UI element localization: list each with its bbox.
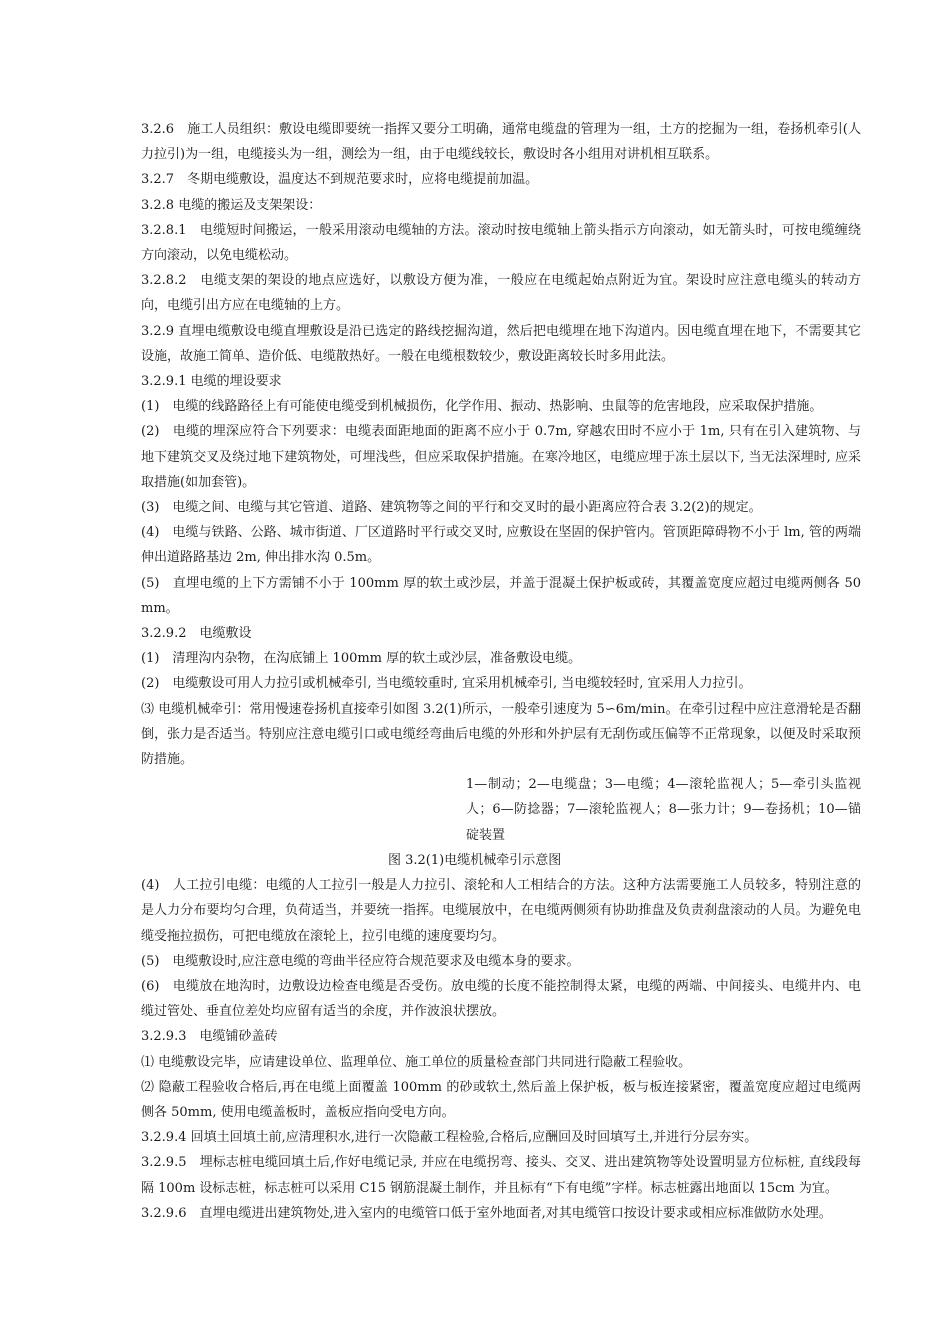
heading-3-2-8: 3.2.8 电缆的搬运及支架架设： [141, 197, 322, 213]
list-item-3b: ⑶ 电缆机械牵引：常用慢速卷扬机直接牵引如图 3.2(1)所示，一般牵引速度为 5∽6m/min。在牵引过程中应注意滑轮是否翻倒，张力是否适当。特别应注意电缆引口或电缆经弯曲后电缆的外形和外护层有无刮伤或压偏等不正常现象，以便及时采取预防措施。 [141, 701, 861, 768]
list-item-6b: (6) 电缆放在地沟时，边敷设边检查电缆是否受伤。放电缆的长度不能控制得太紧，电缆的两端、中间接头、电缆井内、电缆过管处、垂直位差处均应留有适当的余度，并作波浪状摆放。 [141, 978, 861, 1020]
section-bottom [141, 873, 861, 1226]
para-3-2-9-5: 3.2.9.5 埋标志桩电缆回填土后,作好电缆记录, 并应在电缆拐弯、接头、交叉、进出建筑物等处设置明显方位标桩, 直线段每隔 100m 设标志桩，标志桩可以采用 C15 钢筋混凝土制作，并且标有“下有电缆”字样。标志桩露出地面以 15cm 为宜。 [141, 1155, 861, 1196]
heading-3-2-9-1: 3.2.9.1 电缆的埋设要求 [141, 374, 282, 390]
heading-3-2-9-2: 3.2.9.2 电缆敷设 [141, 626, 252, 642]
list-item-c2: ⑵ 隐蔽工程验收合格后,再在电缆上面覆盖 100mm 的砂或软土,然后盖上保护板，板与板连接紧密，覆盖宽度应超过电缆两侧各 50mm, 使用电缆盖板时，盖板应指向受电方向。 [141, 1079, 861, 1120]
para-3-2-9: 3.2.9 直埋电缆敷设电缆直埋敷设是沿已选定的路线挖掘沟道，然后把电缆埋在地下沟道内。因电缆直埋在地下，不需要其它设施，故施工简单、造价低、电缆散热好。一般在电缆根数较少，敷设距离较长时多用此法。 [141, 323, 861, 364]
para-3-2-9-6: 3.2.9.6 直埋电缆进出建筑物处,进入室内的电缆管口低于室外地面者,对其电缆管口按设计要求或相应标准做防水处理。 [141, 1205, 832, 1221]
para-3-2-6: 3.2.6 施工人员组织：敷设电缆即要统一指挥又要分工明确，通常电缆盘的管理为一组，土方的挖掘为一组，卷扬机牵引(人力拉引)为一组，电缆接头为一组，测绘为一组，由于电缆线较长，敷设时各小组用对讲机相互联系。 [141, 122, 861, 163]
list-item-5: (5) 直埋电缆的上下方需铺不小于 100mm 厚的软土或沙层，并盖于混凝土保护板或砖，其覆盖宽度应超过电缆两侧各 50mm。 [141, 575, 861, 616]
list-item-2: (2) 电缆的埋深应符合下列要求：电缆表面距地面的距离不应小于 0.7m, 穿越农田时不应小于 1m, 只有在引入建筑物、与地下建筑交叉及绕过地下建筑物处，可埋浅些，但应采取保护措施。在寒冷地区，电缆应埋于冻土层以下, 当无法深埋时, 应采取措施(如加套管)。 [141, 424, 861, 490]
list-item-4b: (4) 人工拉引电缆：电缆的人工拉引一般是人力拉引、滚轮和人工相结合的方法。这种方法需要施工人员较多，特别注意的是人力分布要均匀合理，负荷适当，并要统一指挥。电缆展放中，在电缆两侧须有协助推盘及负责刹盘滚动的人员。为避免电缆受拖拉损伤，可把电缆放在滚轮上，拉引电缆的速度要均匀。 [141, 878, 861, 944]
list-item-4: (4) 电缆与铁路、公路、城市街道、厂区道路时平行或交叉时, 应敷设在坚固的保护管内。管顶距障碍物不小于 lm, 管的两端伸出道路路基边 2m, 伸出排水沟 0.5m。 [141, 525, 861, 566]
list-item-c1: ⑴ 电缆敷设完毕，应请建设单位、监理单位、施工单位的质量检查部门共同进行隐蔽工程验收。 [141, 1054, 692, 1070]
para-3-2-8-2: 3.2.8.2 电缆支架的架设的地点应选好，以敷设方便为准，一般应在电缆起始点附近为宜。架设时应注意电缆头的转动方向，电缆引出方应在电缆轴的上方。 [141, 273, 861, 314]
list-item-1b: (1) 清理沟内杂物，在沟底铺上 100mm 厚的软土或沙层，准备敷设电缆。 [141, 651, 582, 667]
figure-title: 图 3.2(1)电缆机械牵引示意图 [388, 852, 562, 868]
figure-legend: 1—制动；2—电缆盘；3—电缆；4—滚轮监视人；5—牵引头监视人；6—防捻器；7—滚轮监视人；8—张力计；9—卷扬机；10—锚碇装置 [466, 777, 861, 843]
list-item-2b: (2) 电缆敷设可用人力拉引或机械牵引, 当电缆较重时, 宜采用机械牵引, 当电缆较轻时, 宜采用人力拉引。 [141, 676, 752, 692]
para-3-2-8-1: 3.2.8.1 电缆短时间搬运，一般采用滚动电缆轴的方法。滚动时按电缆轴上箭头指示方向滚动，如无箭头时，可按电缆缠绕方向滚动，以免电缆松动。 [141, 222, 861, 264]
section-top [141, 117, 861, 772]
list-item-5b: (5) 电缆敷设时,应注意电缆的弯曲半径应符合规范要求及电缆本身的要求。 [141, 953, 580, 969]
document-page [141, 117, 861, 1226]
list-item-1: (1) 电缆的线路路径上有可能使电缆受到机械损伤，化学作用、振动、热影响、虫鼠等的危害地段，应采取保护措施。 [141, 399, 823, 415]
para-3-2-7: 3.2.7 冬期电缆敷设，温度达不到规范要求时，应将电缆提前加温。 [141, 172, 539, 188]
list-item-3: (3) 电缆之间、电缆与其它管道、道路、建筑物等之间的平行和交叉时的最小距离应符合表 3.2(2)的规定。 [141, 500, 762, 516]
heading-3-2-9-3: 3.2.9.3 电缆铺砂盖砖 [141, 1029, 278, 1045]
para-3-2-9-4: 3.2.9.4 回填土回填土前,应清理积水,进行一次隐蔽工程检验,合格后,应酬回及时回填写土,并进行分层夯实。 [141, 1130, 758, 1146]
